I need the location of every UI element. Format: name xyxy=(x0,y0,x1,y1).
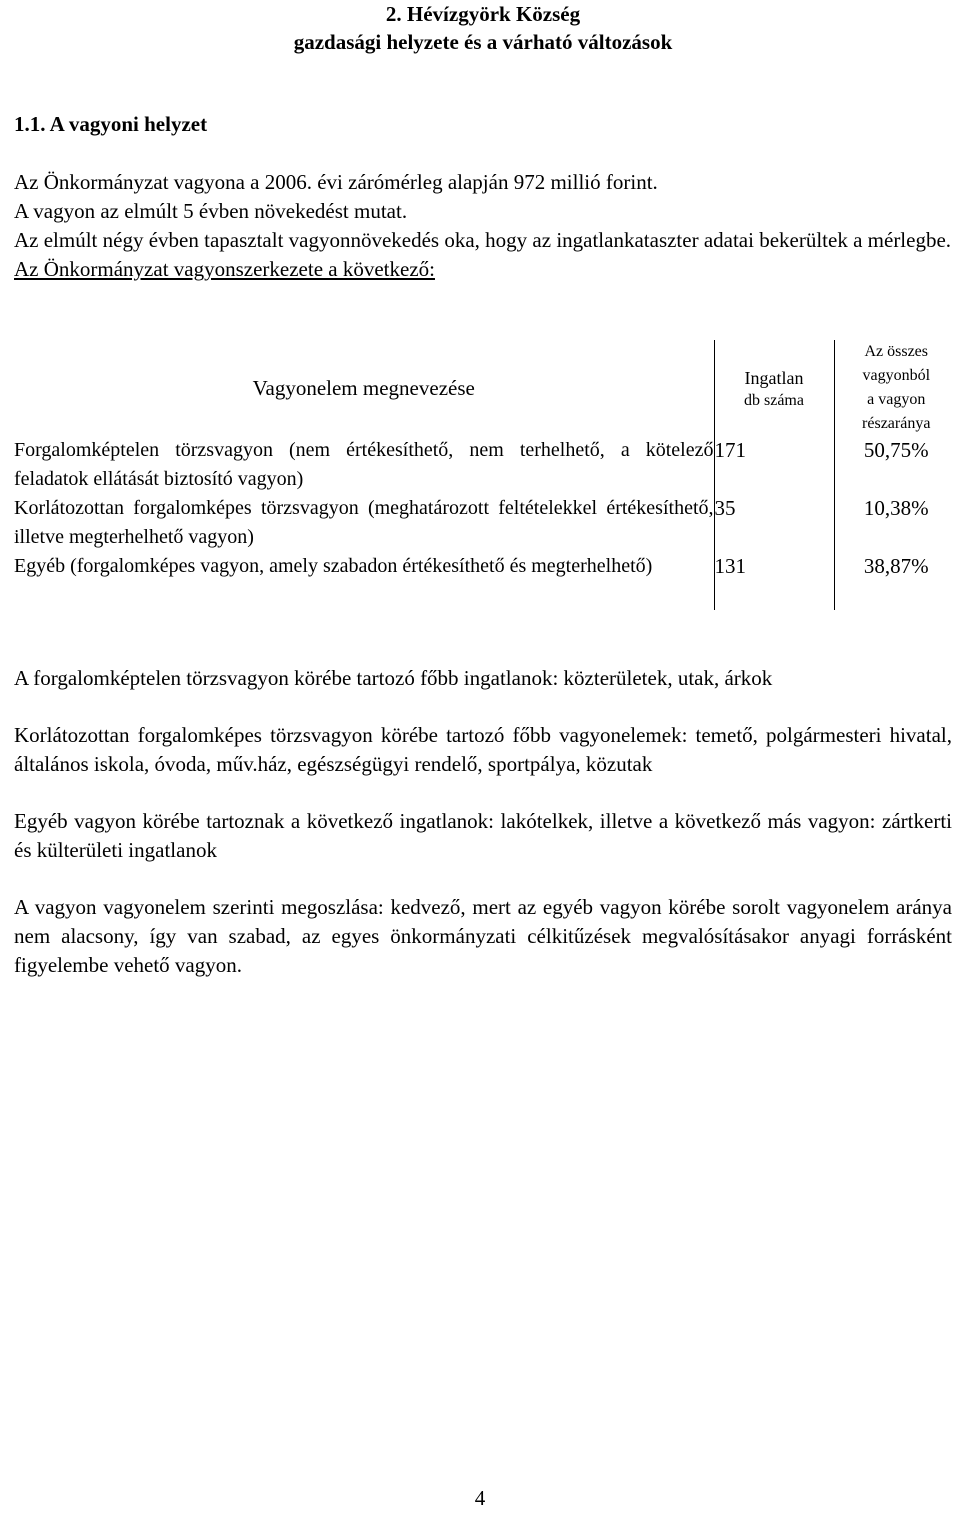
row-asset-name: Forgalomképtelen törzsvagyon (nem értékesíthető, nem terhelhető, a kötelező feladatok ellátását biztosító vagyon) xyxy=(14,439,714,490)
row-share: 50,75% xyxy=(834,436,958,494)
row-asset-name: Korlátozottan forgalomképes törzsvagyon (meghatározott feltételekkel értékesíthető, illetve megterhelhető vagyon) xyxy=(14,497,714,548)
row-property-count: 35 xyxy=(714,494,834,552)
row-property-count: 131 xyxy=(714,552,834,610)
paragraph-distribution: A vagyon vagyonelem szerinti megoszlása: kedvező, mert az egyéb vagyon körébe sorolt vagyonelem aránya nem alacsony, így van szabad, az egyes önkormányzati célkitűzések megvalósításakor anyagi forrásként figyelembe vehető vagyon. xyxy=(14,895,952,977)
table-row xyxy=(14,494,958,552)
row-asset-name: Egyéb (forgalomképes vagyon, amely szabadon értékesíthető és megterhelhető) xyxy=(14,555,653,577)
header-property-count xyxy=(714,340,834,436)
header-share-line-3: a vagyon xyxy=(867,391,926,408)
intro-line-3: Az elmúlt négy évben tapasztalt vagyonnövekedés oka, hogy az ingatlankataszter adatai bekerültek a mérlegbe. xyxy=(14,228,952,252)
section-heading: 1.1. A vagyoni helyzet xyxy=(14,112,208,136)
intro-line-2: A vagyon az elmúlt 5 évben növekedést mutat. xyxy=(14,199,408,223)
title-line-1: 2. Hévízgyörk Község xyxy=(385,2,581,26)
body-paragraphs xyxy=(14,664,952,1008)
paragraph-restricted: Korlátozottan forgalomképes törzsvagyon körébe tartozó főbb vagyonelemek: temető, polgármesteri hivatal, általános iskola, óvoda, műv.ház, egészségügyi rendelő, sportpálya, közutak xyxy=(14,723,952,776)
asset-structure-table xyxy=(14,340,958,610)
row-property-count: 171 xyxy=(714,436,834,494)
header-share xyxy=(834,340,958,436)
intro-line-4: Az Önkormányzat vagyonszerkezete a következő: xyxy=(14,257,435,281)
table-row xyxy=(14,436,958,494)
paragraph-non-marketable: A forgalomképtelen törzsvagyon körébe tartozó főbb ingatlanok: közterületek, utak, árkok xyxy=(14,666,773,690)
document-page xyxy=(14,0,952,977)
intro-line-1: Az Önkormányzat vagyona a 2006. évi zárómérleg alapján 972 millió forint. xyxy=(14,170,658,194)
title-line-2: gazdasági helyzete és a várható változások xyxy=(293,30,673,54)
header-share-line-4: részaránya xyxy=(862,415,931,432)
header-count-line-2: db száma xyxy=(744,392,804,409)
table-header-row xyxy=(14,340,958,436)
header-share-line-2: vagyonból xyxy=(862,367,931,384)
row-share: 38,87% xyxy=(834,552,958,610)
header-asset-name: Vagyonelem megnevezése xyxy=(252,375,475,400)
header-share-line-1: Az összes xyxy=(864,343,929,360)
paragraph-other: Egyéb vagyon körébe tartoznak a következő ingatlanok: lakótelkek, illetve a következő más vagyon: zártkerti és külterületi ingatlanok xyxy=(14,809,952,862)
intro-text xyxy=(14,168,952,284)
header-count-line-1: Ingatlan xyxy=(744,368,804,388)
row-share: 10,38% xyxy=(834,494,958,552)
table-row xyxy=(14,552,958,610)
page-title xyxy=(14,0,952,56)
page-number: 4 xyxy=(474,1486,486,1510)
